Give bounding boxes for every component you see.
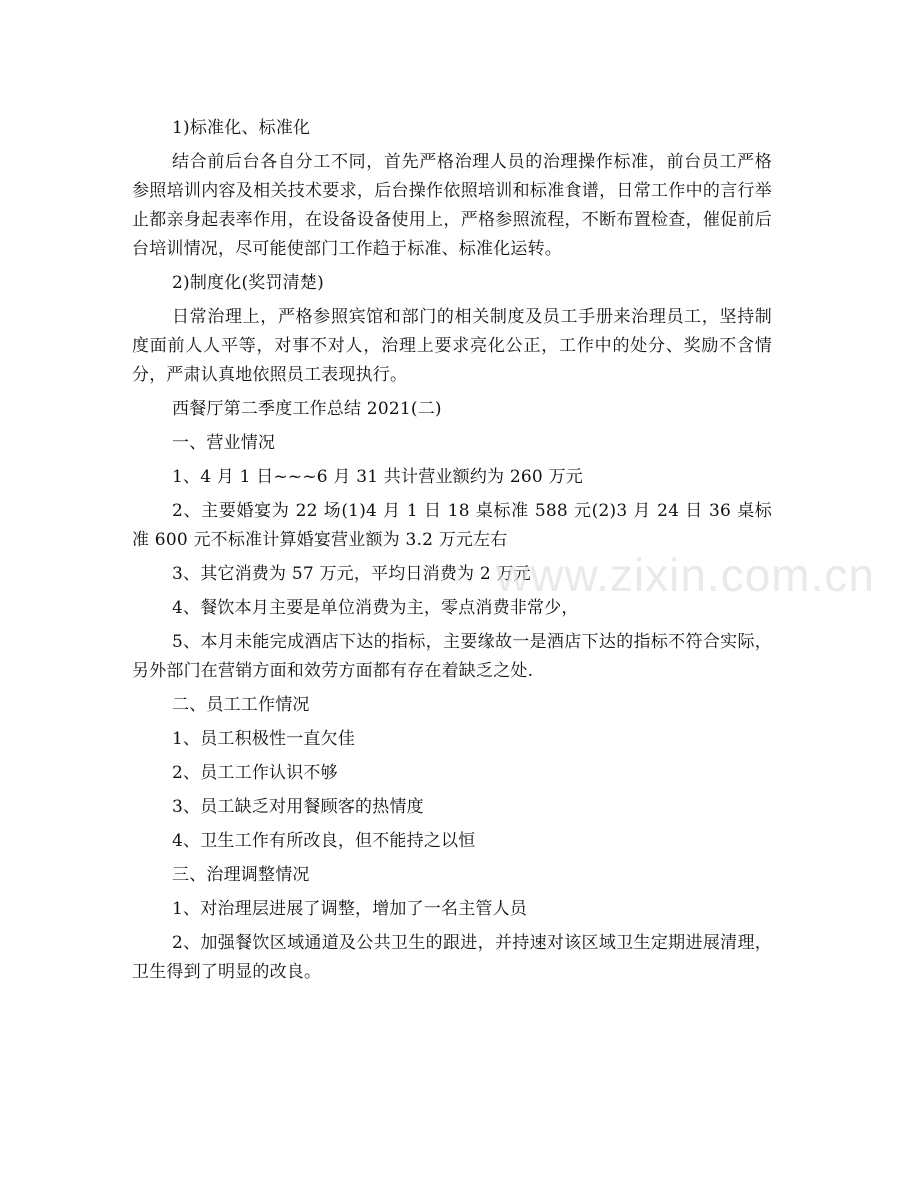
heading-business-situation: 一、营业情况 — [172, 433, 276, 453]
paragraph-institutionalization-body: 日常治理上，严格参照宾馆和部门的相关制度及员工手册来治理员工，坚持制度面前人人平等，对事不对人，治理上要求亮化公正，工作中的处分、奖励不含情分，严肃认真地依照员工表现执行。 — [132, 307, 772, 385]
document-body — [132, 114, 772, 992]
list-item: 1、对治理层进展了调整，增加了一名主管人员 — [172, 899, 528, 919]
list-item: 3、其它消费为 57 万元，平均日消费为 2 万元 — [172, 564, 531, 584]
list-item: 5、本月未能完成酒店下达的指标，主要缘故一是酒店下达的指标不符合实际，另外部门在营销方面和效劳方面都有存在着缺乏之处. — [132, 632, 772, 681]
list-item: 1、员工积极性一直欠佳 — [172, 729, 356, 749]
paragraph-standardization-body: 结合前后台各自分工不同，首先严格治理人员的治理操作标准，前台员工严格参照培训内容及相关技术要求，后台操作依照培训和标准食谱，日常工作中的言行举止都亲身起表率作用，在设备设备使用上，严格参照流程，不断布置检查，催促前后台培训情况，尽可能使部门工作趋于标准、标准化运转。 — [132, 152, 772, 259]
list-item: 4、餐饮本月主要是单位消费为主，零点消费非常少， — [172, 598, 579, 618]
list-item: 2、主要婚宴为 22 场(1)4 月 1 日 18 桌标准 588 元(2)3 月 24 日 36 桌标准 600 元不标准计算婚宴营业额为 3.2 万元左右 — [132, 501, 772, 550]
list-item: 2、员工工作认识不够 — [172, 763, 338, 783]
section-title: 西餐厅第二季度工作总结 2021(二) — [172, 399, 442, 419]
heading-staff-situation: 二、员工工作情况 — [172, 695, 310, 715]
list-item: 3、员工缺乏对用餐顾客的热情度 — [172, 797, 424, 817]
paragraph-heading-standardization: 1)标准化、标准化 — [172, 118, 311, 138]
list-item: 1、4 月 1 日~~~6 月 31 共计营业额约为 260 万元 — [172, 467, 583, 487]
paragraph-heading-institutionalization: 2)制度化(奖罚清楚) — [172, 273, 324, 293]
list-item: 4、卫生工作有所改良，但不能持之以恒 — [172, 831, 476, 851]
watermark: www.zixin.com.cn — [496, 549, 875, 601]
list-item: 2、加强餐饮区域通道及公共卫生的跟进，并持速对该区域卫生定期进展清理，卫生得到了明显的改良。 — [132, 933, 772, 982]
heading-management-adjustment: 三、治理调整情况 — [172, 865, 310, 885]
